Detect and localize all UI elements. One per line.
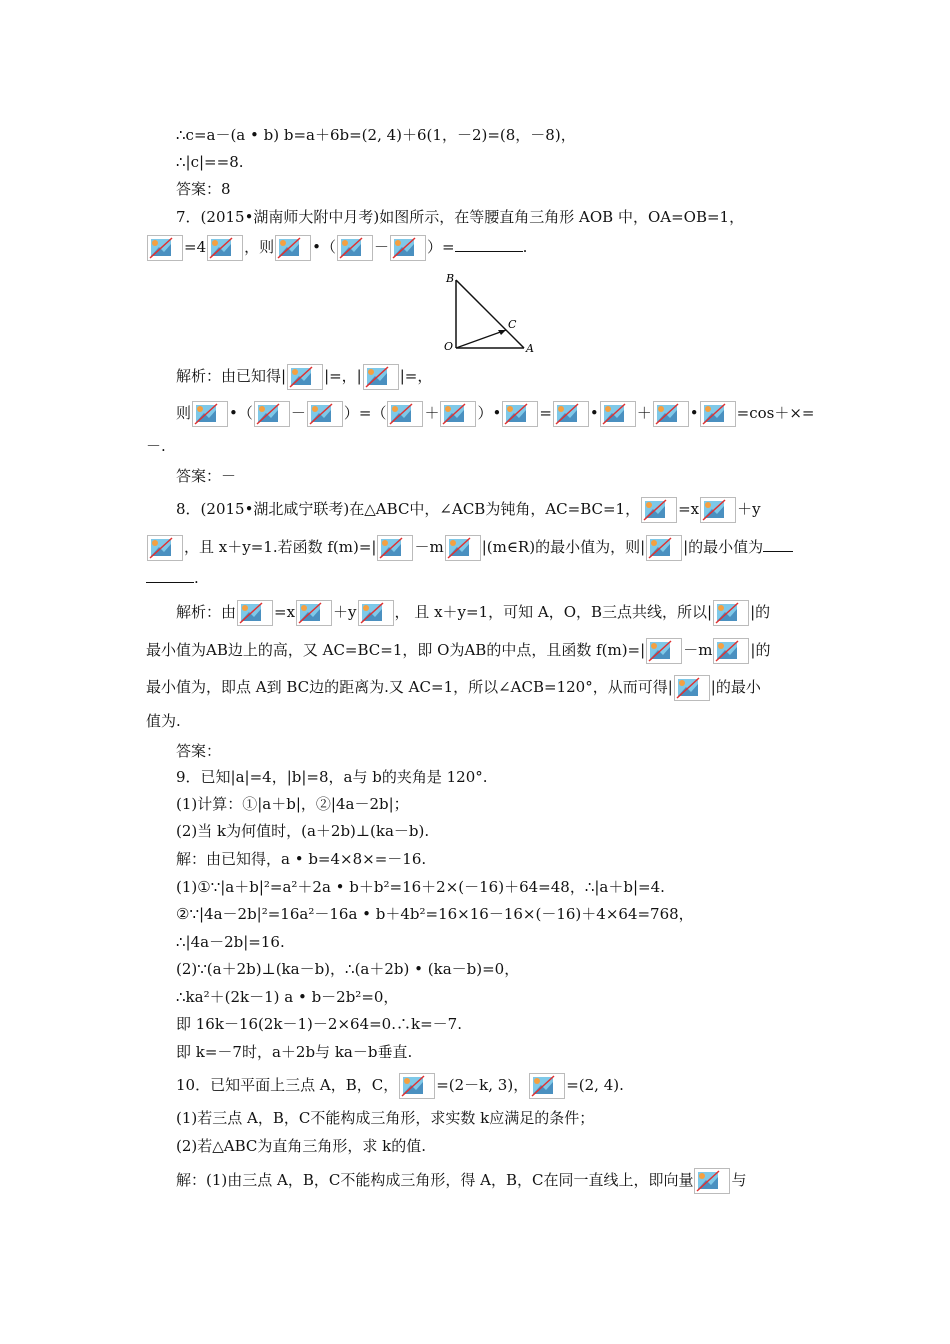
answer-8: 答案：	[176, 742, 222, 760]
solution-7-line: 解析：由已知得| |=，| |=，	[176, 364, 432, 390]
broken-image-icon	[553, 401, 589, 427]
solution-7-line: 则 •（ － ）=（ ＋ ）• = • ＋ • =cos＋×=	[176, 401, 815, 427]
broken-image-icon	[713, 600, 749, 626]
answer-blank	[146, 568, 194, 583]
broken-image-icon	[307, 401, 343, 427]
solution-9-line: 即 k=－7时，a＋2b与 ka－b垂直.	[176, 1043, 413, 1061]
broken-image-icon	[674, 675, 710, 701]
broken-image-icon	[147, 235, 183, 261]
broken-image-icon	[363, 364, 399, 390]
answer-7: 答案：－	[176, 467, 237, 485]
broken-image-icon	[399, 1073, 435, 1099]
broken-image-icon	[275, 235, 311, 261]
label-b: B	[446, 272, 455, 285]
solution-9-line: (1)①∵|a＋b|²=a²＋2a • b＋b²=16＋2×(－16)＋64=48，∴|a＋b|=4.	[176, 878, 665, 896]
broken-image-icon	[646, 535, 682, 561]
broken-image-icon	[502, 401, 538, 427]
broken-image-icon	[207, 235, 243, 261]
broken-image-icon	[440, 401, 476, 427]
solution-9-line: 解：由已知得，a • b=4×8×=－16.	[176, 850, 427, 868]
label-a: A	[526, 342, 534, 355]
answer-blank	[455, 237, 523, 252]
question-10-line: (1)若三点 A，B，C不能构成三角形，求实数 k应满足的条件；	[176, 1109, 595, 1127]
broken-image-icon	[296, 600, 332, 626]
label-c: C	[508, 318, 517, 331]
question-7-line: 7．(2015•湖南师大附中月考)如图所示，在等腰直角三角形 AOB 中，OA=OB=1，	[176, 208, 745, 226]
solution-10-line: 解：(1)由三点 A，B，C不能构成三角形，得 A，B，C在同一直线上，即向量 与	[176, 1168, 746, 1194]
broken-image-icon	[287, 364, 323, 390]
label-o: O	[444, 340, 454, 353]
broken-image-icon	[694, 1168, 730, 1194]
broken-image-icon	[600, 401, 636, 427]
broken-image-icon	[387, 401, 423, 427]
broken-image-icon	[653, 401, 689, 427]
broken-image-icon	[337, 235, 373, 261]
broken-image-icon	[641, 497, 677, 523]
question-8-line: 8．(2015•湖北咸宁联考)在△ABC中，∠ACB为钝角，AC=BC=1， =x ＋y	[176, 497, 761, 523]
broken-image-icon	[445, 535, 481, 561]
question-8-line: ，且 x＋y=1.若函数 f(m)=| －m |(m∈R)的最小值为，则| |的最小值为	[146, 535, 793, 561]
broken-image-icon	[192, 401, 228, 427]
solution-8-line: 最小值为，即点 A到 BC边的距离为.又 AC=1，所以∠ACB=120°，从而可得| |的最小	[146, 675, 761, 701]
broken-image-icon	[700, 497, 736, 523]
solution-9-line: 即 16k－16(2k－1)－2×64=0.∴k=－7.	[176, 1015, 462, 1033]
question-7-formula: =4 ，则 •（ － ）= .	[146, 235, 527, 261]
broken-image-icon	[646, 638, 682, 664]
answer-blank	[763, 537, 793, 552]
text-line: ∴|c|==8.	[176, 153, 244, 171]
solution-9-line: (2)∵(a＋2b)⊥(ka－b)，∴(a＋2b) • (ka－b)=0，	[176, 960, 520, 978]
text-line: 值为.	[146, 712, 181, 730]
question-9-line: 9．已知|a|=4，|b|=8，a与 b的夹角是 120°.	[176, 768, 488, 786]
solution-9-line: ∴|4a－2b|=16.	[176, 933, 285, 951]
broken-image-icon	[713, 638, 749, 664]
broken-image-icon	[237, 600, 273, 626]
broken-image-icon	[700, 401, 736, 427]
broken-image-icon	[147, 535, 183, 561]
broken-image-icon	[529, 1073, 565, 1099]
question-10-line: (2)若△ABC为直角三角形，求 k的值.	[176, 1137, 427, 1155]
broken-image-icon	[377, 535, 413, 561]
solution-9-line: ②∵|4a－2b|²=16a²－16a • b＋4b²=16×16－16×(－16)＋4×64=768，	[176, 905, 694, 923]
broken-image-icon	[390, 235, 426, 261]
solution-8-line: 最小值为AB边上的高，又 AC=BC=1，即 O为AB的中点，且函数 f(m)=| －m |的	[146, 638, 770, 664]
triangle-figure	[440, 270, 550, 360]
broken-image-icon	[358, 600, 394, 626]
text-line: ∴c=a－(a • b) b=a＋6b=(2, 4)＋6(1，－2)=(8，－8)，	[176, 126, 576, 144]
solution-9-line: ∴ka²＋(2k－1) a • b－2b²=0，	[176, 988, 399, 1006]
broken-image-icon	[254, 401, 290, 427]
solution-8-line: 解析：由 =x ＋y ， 且 x＋y=1，可知 A，O，B三点共线，所以| |的	[176, 600, 770, 626]
question-9-line: (2)当 k为何值时，(a＋2b)⊥(ka－b).	[176, 822, 430, 840]
text-line: －.	[146, 437, 166, 455]
question-10-line: 10．已知平面上三点 A，B，C， =(2－k, 3)， =(2, 4).	[176, 1073, 624, 1099]
question-8-line: .	[146, 568, 199, 588]
text-line: 答案：8	[176, 180, 231, 198]
question-9-line: (1)计算：①|a＋b|，②|4a－2b|；	[176, 795, 409, 813]
